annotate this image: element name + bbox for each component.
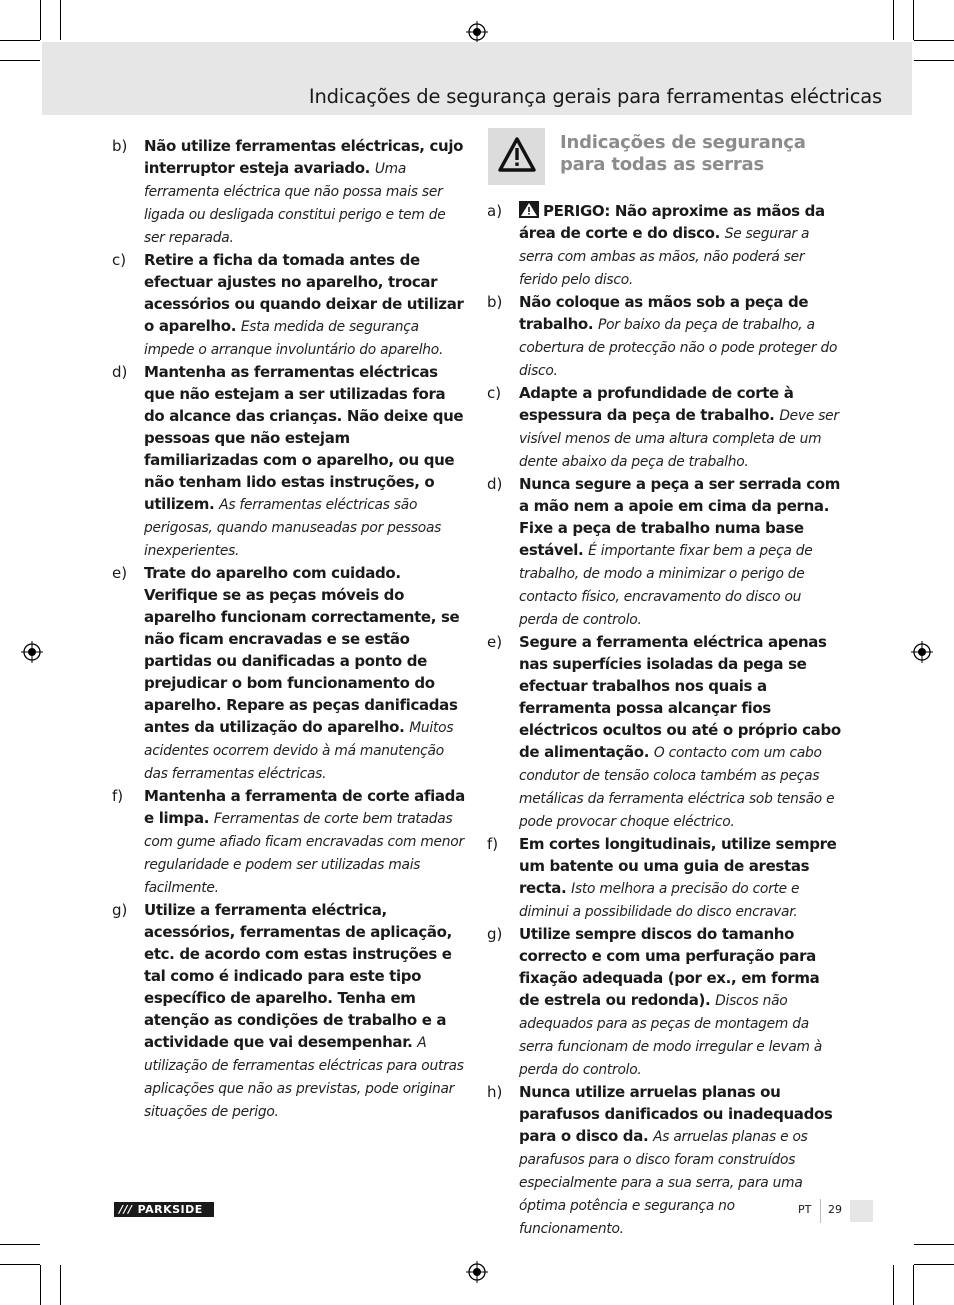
item-marker: d): [112, 363, 128, 381]
item-marker: c): [112, 251, 127, 269]
explanation-italic: O contacto com um cabo condutor de tensão coloca também as peças metálicas da ferramenta eléctrica sob tensão e pode provocar choque eléctrico.: [519, 745, 835, 830]
crop-mark: [40, 0, 41, 40]
warning-box: [488, 128, 545, 185]
crop-mark: [0, 1264, 40, 1265]
crop-mark: [914, 60, 954, 61]
explanation-italic: Deve ser visível menos de uma altura completa de um dente abaixo da peça de trabalho.: [519, 408, 839, 470]
instruction-bold: Em cortes longitudinais, utilize sempre um batente ou uma guia de arestas recta.: [519, 835, 837, 897]
item-marker: g): [487, 925, 503, 943]
crop-mark: [893, 0, 894, 40]
left-column: [112, 135, 468, 1123]
section-title: Indicações de segurança para todas as serras: [560, 132, 806, 175]
registration-mark-icon: [466, 21, 488, 43]
crop-mark: [0, 40, 40, 41]
list-item: [487, 631, 841, 833]
crop-mark: [893, 1265, 894, 1305]
page-number: 29: [828, 1203, 842, 1216]
explanation-italic: É importante fixar bem a peça de trabalho, de modo a minimizar o perigo de contacto físico, encravamento do disco ou perda de controlo.: [519, 543, 813, 628]
section-heading: [488, 128, 848, 186]
warning-triangle-icon: [498, 137, 536, 173]
footer-tab: [850, 1200, 873, 1222]
instruction-bold: Utilize sempre discos do tamanho correcto e com uma perfuração para fixação adequada (por ex., em forma de estrela ou redonda).: [519, 925, 820, 1009]
crop-mark: [913, 1265, 914, 1305]
explanation-italic: Se segurar a serra com ambas as mãos, não poderá ser ferido pelo disco.: [519, 226, 810, 288]
list-item: [487, 200, 841, 291]
instruction-bold: Trate do aparelho com cuidado. Verifique se as peças móveis do aparelho funcionam correctamente, se não ficam encravadas e se estão partidas ou danificadas a ponto de prejudicar o bom funcionamento do aparelho. Repare as peças danificadas antes da utilização do aparelho.: [144, 564, 460, 736]
registration-mark-icon: [466, 1261, 488, 1283]
crop-mark: [40, 1265, 41, 1305]
explanation-italic: As arruelas planas e os parafusos para o disco foram construídos especialmente para a sua serra, para uma óptima potência e segurança no funcionamento.: [519, 1129, 808, 1237]
explanation-italic: Ferramentas de corte bem tratadas com gume afiado ficam encravadas com menor regularidade e podem ser utilizadas mais facilmente.: [144, 811, 464, 896]
explanation-italic: Por baixo da peça de trabalho, a cobertura de protecção não o pode proteger do disco.: [519, 317, 838, 379]
list-item: [112, 785, 468, 899]
explanation-italic: A utilização de ferramentas eléctricas para outras aplicações que não as previstas, pode originar situações de perigo.: [144, 1035, 464, 1120]
list-item: [487, 833, 841, 923]
list-item: [112, 562, 468, 785]
item-marker: b): [112, 137, 128, 155]
instruction-bold: Mantenha as ferramentas eléctricas que não estejam a ser utilizadas fora do alcance das crianças. Não deixe que pessoas que não estejam familiarizadas com o aparelho, ou que não tenham lido estas instruções, o utilizem.: [144, 363, 464, 513]
explanation-italic: Muitos acidentes ocorrem devido à má manutenção das ferramentas eléctricas.: [144, 720, 454, 782]
instruction-bold: Adapte a profundidade de corte à espessura da peça de trabalho.: [519, 384, 794, 424]
registration-mark-icon: [21, 641, 43, 663]
page-title: Indicações de segurança gerais para ferramentas eléctricas: [308, 85, 882, 108]
instruction-bold: Não utilize ferramentas eléctricas, cujo interruptor esteja avariado.: [144, 137, 464, 177]
instruction-bold: Retire a ficha da tomada antes de efectuar ajustes no aparelho, trocar acessórios ou quando deixar de utilizar o aparelho.: [144, 251, 464, 335]
item-marker: d): [487, 475, 503, 493]
list-item: [487, 1081, 841, 1240]
item-marker: f): [112, 787, 124, 805]
list-item: [112, 135, 468, 249]
instruction-bold: Segure a ferramenta eléctrica apenas nas superfícies isoladas da pega se efectuar trabalhos nos quais a ferramenta possa alcançar fios eléctricos ocultos ou até o próprio cabo de alimentação.: [519, 633, 841, 761]
crop-mark: [60, 1265, 61, 1305]
instruction-bold: Nunca utilize arruelas planas ou parafusos danificados ou inadequados para o disco da.: [519, 1083, 833, 1145]
instruction-bold: Mantenha a ferramenta de corte afiada e limpa.: [144, 787, 465, 827]
crop-mark: [0, 60, 40, 61]
footer-divider: [820, 1199, 821, 1223]
brand-logo: /// PARKSIDE: [114, 1202, 214, 1217]
item-marker: f): [487, 835, 499, 853]
explanation-italic: Esta medida de segurança impede o arranque involuntário do aparelho.: [144, 319, 444, 358]
item-marker: a): [487, 202, 503, 220]
crop-mark: [914, 40, 954, 41]
item-marker: e): [487, 633, 503, 651]
explanation-italic: Uma ferramenta eléctrica que não possa mais ser ligada ou desligada constitui perigo e tem de ser reparada.: [144, 161, 446, 246]
item-marker: g): [112, 901, 128, 919]
list-item: [487, 382, 841, 473]
warning-icon: [519, 201, 539, 218]
list-item: [112, 249, 468, 361]
item-marker: h): [487, 1083, 503, 1101]
list-item: [112, 899, 468, 1123]
language-code: PT: [798, 1203, 812, 1216]
instruction-bold: Utilize a ferramenta eléctrica, acessórios, ferramentas de aplicação, etc. de acordo com estas instruções e tal como é indicado para este tipo específico de aparelho. Tenha em atenção as condições de trabalho e a actividade que vai desempenhar.: [144, 901, 452, 1051]
list-item: [487, 923, 841, 1081]
instruction-bold: Nunca segure a peça a ser serrada com a mão nem a apoie em cima da perna. Fixe a peça de trabalho numa base estável.: [519, 475, 840, 559]
instruction-bold: Não coloque as mãos sob a peça de trabalho.: [519, 293, 809, 333]
instruction-bold: PERIGO: Não aproxime as mãos da área de corte e do disco.: [519, 202, 825, 242]
right-column: [487, 200, 841, 1240]
crop-mark: [60, 0, 61, 40]
item-marker: b): [487, 293, 503, 311]
explanation-italic: Discos não adequados para as peças de montagem da serra funcionam de modo irregular e levam à perda do controlo.: [519, 993, 823, 1078]
crop-mark: [913, 0, 914, 40]
item-marker: c): [487, 384, 502, 402]
crop-mark: [914, 1264, 954, 1265]
crop-mark: [0, 1244, 40, 1245]
registration-mark-icon: [911, 641, 933, 663]
explanation-italic: Isto melhora a precisão do corte e diminui a possibilidade do disco encravar.: [519, 881, 800, 920]
list-item: [487, 473, 841, 631]
list-item: [112, 361, 468, 562]
item-marker: e): [112, 564, 128, 582]
list-item: [487, 291, 841, 382]
explanation-italic: As ferramentas eléctricas são perigosas, quando manuseadas por pessoas inexperientes.: [144, 497, 442, 559]
crop-mark: [914, 1244, 954, 1245]
